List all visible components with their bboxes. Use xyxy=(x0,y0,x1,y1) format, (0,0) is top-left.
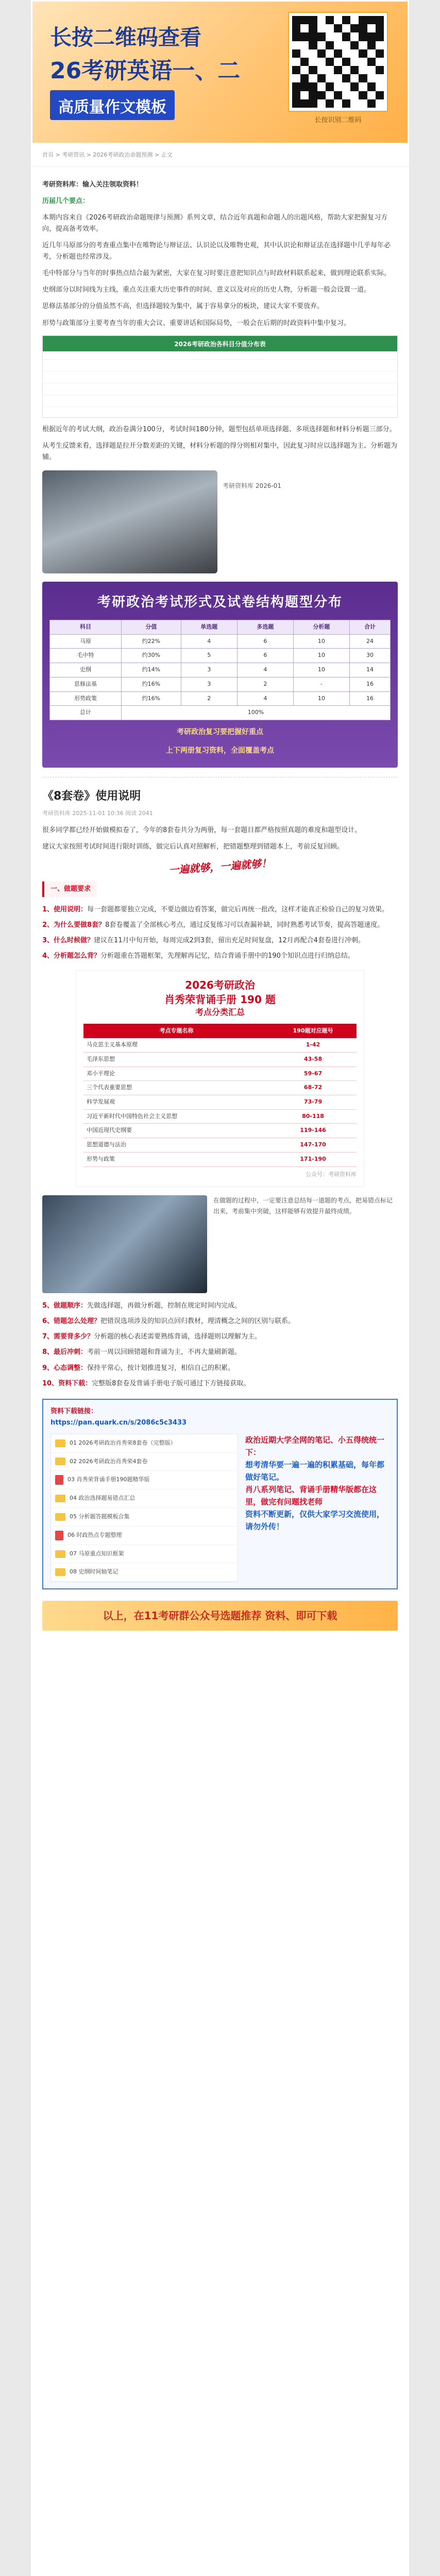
politics-row xyxy=(50,677,391,691)
politics-row xyxy=(50,649,391,663)
list-range: 119-146 xyxy=(269,1124,357,1138)
politics-row xyxy=(50,691,391,706)
article-content xyxy=(31,167,409,1631)
list-topic: 邓小平理论 xyxy=(83,1066,269,1081)
politics-row xyxy=(50,634,391,649)
politics-col-header: 单选题 xyxy=(181,620,237,635)
feature-block xyxy=(42,1195,398,1293)
politics-cell: 形势政策 xyxy=(50,691,122,706)
politics-cell: 3 xyxy=(181,663,237,677)
download-callout xyxy=(245,1434,390,1582)
qa-item xyxy=(42,904,398,916)
file-name: 03 肖秀荣背诵手册190题精华版 xyxy=(67,1476,150,1483)
politics-cell: 10 xyxy=(293,649,349,663)
qa-lead: 3、什么时候做？ xyxy=(42,937,94,945)
politics-cell: 16 xyxy=(349,677,390,691)
qr-label: 长按识别二维码 xyxy=(314,116,362,124)
qa-lead: 4、分析题怎么背？ xyxy=(42,952,101,960)
tip-item xyxy=(42,1316,398,1327)
download-link[interactable]: https://pan.quark.cn/s/2086c5c3433 xyxy=(50,1418,187,1427)
intro-paragraph: 形势与政策部分主要考查当年的重大会议、重要讲话和国际局势，一般会在后期的时政资料中集中复习。 xyxy=(42,319,351,327)
list-title: 肖秀荣背诵手册 190 题 xyxy=(164,993,276,1006)
intro-paragraph: 思修法基部分的分值虽然不高，但选择题较为集中，属于容易拿分的板块，建议大家不要放弃。 xyxy=(42,302,324,311)
handbook-list-image xyxy=(76,970,364,1187)
list-row xyxy=(83,1081,357,1095)
politics-col-header: 科目 xyxy=(50,620,122,635)
politics-total-label: 总计 xyxy=(50,706,122,720)
list-row xyxy=(83,1095,357,1110)
politics-cell: 4 xyxy=(237,691,293,706)
section-title: 一、做题要求 xyxy=(42,882,97,897)
tip-item xyxy=(42,1347,398,1358)
tip-text: 把错误选项涉及的知识点回归教材，理清概念之间的区别与联系。 xyxy=(100,1317,295,1326)
photo-caption: 考研资料库 2026-01 xyxy=(223,482,281,489)
list-title: 2026考研政治 xyxy=(185,979,255,992)
tip-lead: 7、需要背多少？ xyxy=(42,1333,94,1341)
politics-col-header: 分析题 xyxy=(293,620,349,635)
list-col-header: 190题对应题号 xyxy=(269,1024,357,1039)
tip-item xyxy=(42,1363,398,1374)
qa-item xyxy=(42,951,398,962)
politics-cell: 约16% xyxy=(122,691,181,706)
politics-cell: 5 xyxy=(181,649,237,663)
tip-lead: 10、资料下载： xyxy=(42,1379,92,1387)
list-row xyxy=(83,1109,357,1124)
list-topic: 形势与政策 xyxy=(83,1152,269,1166)
folder-icon xyxy=(55,1550,65,1558)
file-name: 04 政治选择题易错点汇总 xyxy=(70,1495,136,1502)
qa-lead: 1、使用说明： xyxy=(42,905,88,913)
score-table-caption: 2026考研政治各科目分值分布表 xyxy=(174,340,266,348)
politics-cell: 30 xyxy=(349,649,390,663)
list-topic: 科学发展观 xyxy=(83,1095,269,1110)
list-range: 73-79 xyxy=(269,1095,357,1110)
mid-paragraph: 根据近年的考试大纲，政治卷满分100分，考试时间180分钟，题型包括单项选择题、多项选择题和材料分析题三部分。 xyxy=(42,425,396,433)
politics-cell: 4 xyxy=(237,663,293,677)
politics-cell: 约16% xyxy=(122,677,181,691)
list-topic: 中国近现代史纲要 xyxy=(83,1124,269,1138)
politics-total-row xyxy=(50,706,391,720)
folder-icon xyxy=(55,1513,65,1521)
tip-lead: 9、心态调整： xyxy=(42,1364,88,1372)
folder-icon xyxy=(55,1439,65,1447)
list-row xyxy=(83,1053,357,1067)
feature-photo xyxy=(42,1195,207,1293)
banner-line3: 高质量作文模板 xyxy=(50,90,175,120)
qr-code-icon[interactable] xyxy=(289,13,387,111)
tip-item xyxy=(42,1378,398,1389)
qa-text: 建议在11月中旬开始，每周完成2到3套，留出充足时间复盘，12月再配合4套卷进行冲刺。 xyxy=(94,937,365,945)
tip-item xyxy=(42,1331,398,1343)
article-paragraph: 很多同学都已经开始做模拟卷了，今年的8套卷共分为两册，每一套题目都严格按照真题的难度和题型设计。 xyxy=(42,826,362,834)
file-name: 07 马原重点知识框架 xyxy=(70,1550,124,1557)
article-meta: 考研资料库 2025-11-01 10:36 阅读 2041 xyxy=(42,809,153,817)
politics-cell: 约30% xyxy=(122,649,181,663)
pdf-file-icon xyxy=(55,1531,63,1540)
file-row[interactable] xyxy=(51,1508,238,1527)
intro-paragraph: 毛中特部分与当年的时事热点结合最为紧密，大家在复习时要注意把知识点与时政材料联系起来，做到理论联系实际。 xyxy=(42,269,391,278)
folder-icon xyxy=(55,1568,65,1576)
tip-text: 分析题的核心表述需要熟练背诵，选择题则以理解为主。 xyxy=(94,1333,262,1341)
politics-cell: 4 xyxy=(181,634,237,649)
callout-line: 想考清华要一遍一遍的积累基础，每年都做好笔记。 xyxy=(245,1460,385,1482)
callout-line: 政治近期大学全网的笔记、小五得统统一下： xyxy=(245,1435,385,1457)
list-range: 59-67 xyxy=(269,1066,357,1081)
qa-item xyxy=(42,935,398,946)
file-row[interactable] xyxy=(51,1471,238,1489)
list-range: 80-118 xyxy=(269,1109,357,1124)
qa-lead: 2、为什么要做8套？ xyxy=(42,921,106,929)
politics-cell: 2 xyxy=(237,677,293,691)
politics-cell: 24 xyxy=(349,634,390,649)
list-topic: 马克思主义基本原理 xyxy=(83,1038,269,1052)
download-label: 资料下载链接： xyxy=(50,1407,98,1415)
politics-cell: 2 xyxy=(181,691,237,706)
file-name: 06 时政热点专题整理 xyxy=(67,1531,122,1538)
politics-cell: 10 xyxy=(293,691,349,706)
tip-lead: 5、做题顺序： xyxy=(42,1302,88,1310)
article-column xyxy=(31,0,409,2576)
politics-total-value: 100% xyxy=(122,706,391,720)
file-row[interactable] xyxy=(51,1434,238,1453)
politics-col-header: 合计 xyxy=(349,620,390,635)
list-topic: 思想道德与法治 xyxy=(83,1138,269,1153)
list-range: 68-72 xyxy=(269,1081,357,1095)
list-range: 43-58 xyxy=(269,1053,357,1067)
tip-text: 完整版8套卷及背诵手册电子版可通过下方链接获取。 xyxy=(92,1379,250,1387)
list-topic: 习近平新时代中国特色社会主义思想 xyxy=(83,1109,269,1124)
handbook-table xyxy=(83,1024,357,1167)
politics-cell: 6 xyxy=(237,634,293,649)
promo-banner[interactable] xyxy=(31,0,409,144)
pdf-file-icon xyxy=(55,1475,63,1485)
list-range: 171-190 xyxy=(269,1152,357,1166)
politics-col-header: 分值 xyxy=(122,620,181,635)
mid-paragraph: 从考生反馈来看，选择题是拉开分数差距的关键，材料分析题的得分则相对集中，因此复习时应以选择题为主、分析题为辅。 xyxy=(42,442,398,461)
politics-cell: 6 xyxy=(237,649,293,663)
intro-paragraph: 本期内容来自《2026考研政治命题规律与预测》系列文章，结合近年真题和命题人的出题风格，帮助大家把握复习方向，提高备考效率。 xyxy=(42,213,388,233)
politics-cell: 毛中特 xyxy=(50,649,122,663)
intro-lead: 考研资料库：输入关注领取资料！ xyxy=(42,180,143,189)
file-name: 05 分析题答题模板合集 xyxy=(70,1513,130,1520)
politics-cell: 14 xyxy=(349,663,390,677)
photo-row xyxy=(42,470,398,573)
file-name: 08 史纲时间轴笔记 xyxy=(70,1568,119,1575)
file-row[interactable] xyxy=(51,1489,238,1508)
politics-cell: 思修法基 xyxy=(50,677,122,691)
list-row xyxy=(83,1038,357,1052)
file-row[interactable] xyxy=(51,1453,238,1471)
politics-cell: 10 xyxy=(293,634,349,649)
exam-photo xyxy=(42,470,217,573)
politics-cell: 约14% xyxy=(122,663,181,677)
politics-note: 考研政治复习要把握好重点 xyxy=(177,727,263,736)
list-col-header: 考点专题名称 xyxy=(83,1024,269,1039)
intro-paragraph: 近几年马原部分的考查重点集中在唯物论与辩证法、认识论以及唯物史观，其中认识论和辩证法在选择题中几乎每年必考，分析题也经常涉及。 xyxy=(42,242,391,261)
list-subtitle: 考点分类汇总 xyxy=(195,1007,245,1018)
file-name: 01 2026考研政治肖秀荣8套卷（完整版） xyxy=(70,1439,176,1446)
qa-text: 8套卷覆盖了全部核心考点，通过反复练习可以查漏补缺，同时熟悉考试节奏，提高答题速度。 xyxy=(105,921,384,929)
banner-line2: 26考研英语一、二 xyxy=(50,58,241,84)
politics-cell: 史纲 xyxy=(50,663,122,677)
file-row[interactable] xyxy=(51,1545,238,1564)
intro-paragraph: 史纲部分以时间线为主线，重点关注重大历史事件的时间、意义以及对应的历史人物，分析题一般会设置一道。 xyxy=(42,286,371,294)
bottom-banner[interactable]: 以上，在11考研群公众号选题推荐 资料、即可下载 xyxy=(42,1601,398,1631)
politics-cell: - xyxy=(293,677,349,691)
intro-heading: 历届几个要点： xyxy=(42,197,90,205)
list-range: 1-42 xyxy=(269,1038,357,1052)
qa-text: 分析题重在答题框架，先理解再记忆，结合背诵手册中的190个知识点进行归纳总结。 xyxy=(100,952,354,960)
qa-text: 每一套题都要独立完成，不要边做边看答案，做完后再统一批改，这样才能真正检验自己的复习效果。 xyxy=(87,905,389,913)
politics-cell: 3 xyxy=(181,677,237,691)
breadcrumb[interactable]: 首页 > 考研资讯 > 2026考研政治命题预测 > 正文 xyxy=(31,144,409,167)
download-box xyxy=(42,1399,398,1589)
folder-icon xyxy=(55,1495,65,1502)
politics-cell: 马原 xyxy=(50,634,122,649)
callout-line: 肖八系列笔记、背诵手册精华版都在这里，做完有问题找老师 xyxy=(245,1484,377,1506)
list-topic: 三个代表重要思想 xyxy=(83,1081,269,1095)
article-title: 《8套卷》使用说明 xyxy=(42,789,141,803)
callout-line: 资料不断更新，仅供大家学习交流使用，请勿外传！ xyxy=(245,1509,385,1531)
list-row xyxy=(83,1138,357,1153)
list-row xyxy=(83,1124,357,1138)
list-range: 147-170 xyxy=(269,1138,357,1153)
politics-structure-table xyxy=(42,582,398,768)
banner-line1: 长按二维码查看 xyxy=(50,25,202,50)
file-name: 02 2026考研政治肖秀荣4套卷 xyxy=(70,1458,148,1465)
politics-note: 上下两册复习资料，全面覆盖考点 xyxy=(166,746,274,755)
list-watermark: 公众号：考研资料库 xyxy=(306,1171,357,1178)
tip-lead: 6、错题怎么处理？ xyxy=(42,1317,101,1326)
files-area xyxy=(50,1434,390,1582)
file-list xyxy=(50,1434,238,1582)
feature-text: 在做题的过程中，一定要注意总结每一道题的考点，把易错点标记出来，考前集中突破，这样能够有效提升最终成绩。 xyxy=(213,1197,393,1215)
list-topic: 毛泽东思想 xyxy=(83,1053,269,1067)
politics-col-header: 多选题 xyxy=(237,620,293,635)
handwritten-marker: 一遍就够，一遍就够！ xyxy=(168,856,272,876)
tip-lead: 8、最后冲刺： xyxy=(42,1348,88,1357)
folder-icon xyxy=(55,1458,65,1465)
politics-cell: 约22% xyxy=(122,634,181,649)
tip-text: 保持平常心，按计划推进复习，相信自己的积累。 xyxy=(87,1364,235,1372)
politics-table xyxy=(49,620,391,720)
file-row[interactable] xyxy=(51,1563,238,1582)
article-paragraph: 建议大家按照考试时间进行限时训练，做完后认真对照解析，把错题整理到错题本上，考前反复回顾。 xyxy=(42,842,344,851)
tip-item xyxy=(42,1300,398,1312)
file-row[interactable] xyxy=(51,1527,238,1545)
qa-item xyxy=(42,920,398,931)
politics-row xyxy=(50,663,391,677)
score-table-image xyxy=(42,335,398,418)
politics-cell: 10 xyxy=(293,663,349,677)
list-row xyxy=(83,1152,357,1166)
politics-cell: 16 xyxy=(349,691,390,706)
tip-text: 先做选择题，再做分析题，控制在规定时间内完成。 xyxy=(87,1302,242,1310)
list-row xyxy=(83,1066,357,1081)
tip-text: 考前一周以回顾错题和背诵为主，不再大量刷新题。 xyxy=(87,1348,242,1357)
politics-table-title: 考研政治考试形式及试卷结构题型分布 xyxy=(97,594,343,610)
